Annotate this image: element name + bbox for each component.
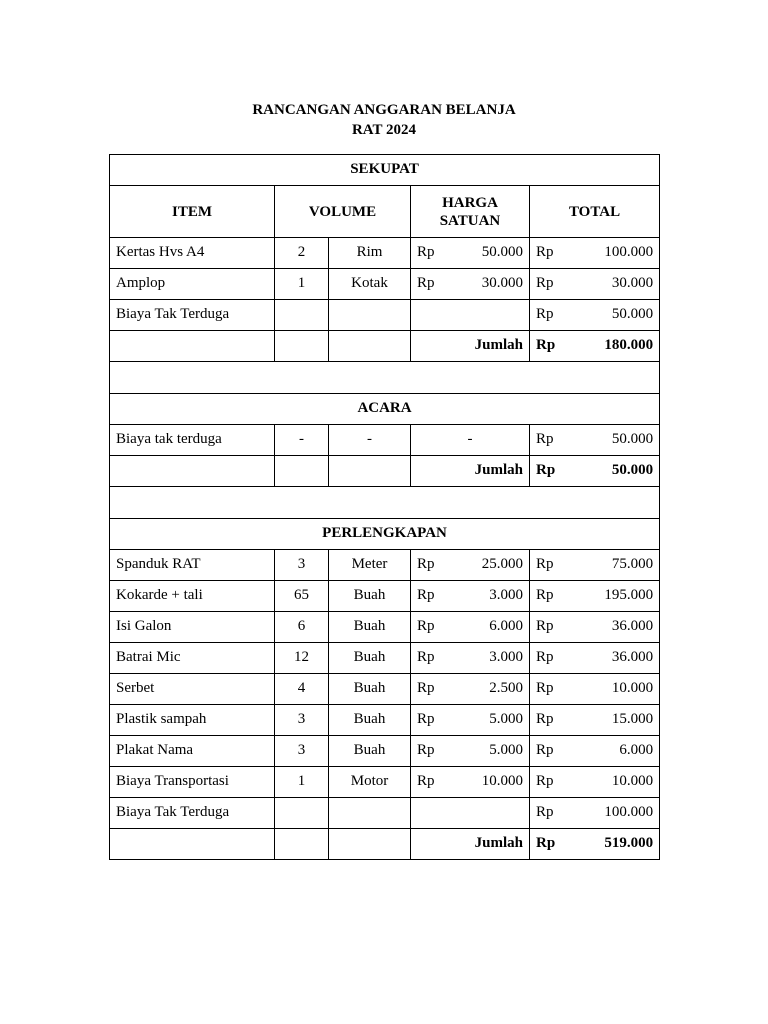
unit-cell: Motor [329, 767, 411, 798]
unit-cell: Buah [329, 612, 411, 643]
amount-value: 519.000 [604, 835, 654, 851]
amount-value: 50.000 [481, 244, 523, 260]
currency-label: Rp [417, 680, 435, 696]
total-cell [530, 300, 660, 331]
empty-cell [329, 331, 411, 362]
amount-value: 195.000 [604, 587, 654, 603]
item-cell: Biaya Tak Terduga [110, 300, 275, 331]
currency-label: Rp [417, 649, 435, 665]
unit-cell: Buah [329, 581, 411, 612]
total-cell [530, 767, 660, 798]
amount-value: 10.000 [611, 773, 654, 789]
table-row [110, 705, 660, 736]
item-cell: Amplop [110, 269, 275, 300]
currency-label: Rp [536, 773, 554, 789]
empty-cell [275, 331, 329, 362]
amount-value: 5.000 [489, 742, 523, 758]
price-cell [411, 674, 530, 705]
currency-label: Rp [417, 275, 435, 291]
item-cell: Plastik sampah [110, 705, 275, 736]
unit-cell: Meter [329, 550, 411, 581]
qty-cell: 6 [275, 612, 329, 643]
amount-value: 36.000 [611, 618, 654, 634]
item-cell: Isi Galon [110, 612, 275, 643]
currency-label: Rp [536, 742, 554, 758]
amount-value: 10.000 [481, 773, 523, 789]
table-row [110, 643, 660, 674]
currency-label: Rp [536, 618, 554, 634]
qty-cell: 3 [275, 550, 329, 581]
budget-table [109, 154, 660, 860]
price-cell [411, 736, 530, 767]
item-cell: Biaya Tak Terduga [110, 798, 275, 829]
amount-value: 5.000 [489, 711, 523, 727]
spacer-cell [110, 487, 660, 519]
price-cell [411, 269, 530, 300]
table-row [110, 767, 660, 798]
unit-cell: Kotak [329, 269, 411, 300]
price-cell [411, 705, 530, 736]
qty-cell: 4 [275, 674, 329, 705]
currency-label: Rp [417, 556, 435, 572]
unit-cell: Buah [329, 643, 411, 674]
amount-value: 6.000 [489, 618, 523, 634]
section-title: PERLENGKAPAN [110, 519, 660, 550]
currency-label: Rp [536, 556, 554, 572]
empty-cell [275, 829, 329, 860]
total-cell [530, 798, 660, 829]
qty-cell: 1 [275, 269, 329, 300]
amount-value: 10.000 [611, 680, 654, 696]
amount-value: 25.000 [481, 556, 523, 572]
item-cell: Serbet [110, 674, 275, 705]
empty-cell [110, 331, 275, 362]
section-title-row [110, 519, 660, 550]
currency-label: Rp [536, 431, 554, 447]
item-cell: Batrai Mic [110, 643, 275, 674]
amount-value: 100.000 [604, 804, 654, 820]
unit-cell [329, 798, 411, 829]
qty-cell: 1 [275, 767, 329, 798]
document-subtitle: RAT 2024 [351, 122, 417, 138]
amount-value: 50.000 [611, 306, 654, 322]
qty-cell: 12 [275, 643, 329, 674]
price-cell [411, 550, 530, 581]
jumlah-row [110, 456, 660, 487]
total-cell [530, 238, 660, 269]
table-row [110, 798, 660, 829]
jumlah-label: Jumlah [411, 456, 530, 487]
currency-label: Rp [417, 711, 435, 727]
qty-cell [275, 798, 329, 829]
amount-value: 75.000 [611, 556, 654, 572]
amount-value: 15.000 [611, 711, 654, 727]
qty-cell: 3 [275, 705, 329, 736]
price-cell [411, 798, 530, 829]
unit-cell: Buah [329, 736, 411, 767]
currency-label: Rp [536, 804, 554, 820]
currency-label: Rp [536, 711, 554, 727]
table-row [110, 269, 660, 300]
qty-cell: 3 [275, 736, 329, 767]
header-total: TOTAL [530, 186, 660, 238]
table-row [110, 425, 660, 456]
price-cell [411, 238, 530, 269]
total-cell [530, 705, 660, 736]
spacer-row [110, 487, 660, 519]
total-cell [530, 550, 660, 581]
currency-label: Rp [536, 680, 554, 696]
item-cell: Biaya Transportasi [110, 767, 275, 798]
currency-label: Rp [536, 462, 556, 478]
unit-cell: - [329, 425, 411, 456]
jumlah-label: Jumlah [411, 829, 530, 860]
currency-label: Rp [536, 306, 554, 322]
item-cell: Biaya tak terduga [110, 425, 275, 456]
total-cell [530, 674, 660, 705]
amount-value: 180.000 [604, 337, 654, 353]
spacer-cell [110, 362, 660, 394]
amount-value: 50.000 [611, 462, 654, 478]
empty-cell [110, 829, 275, 860]
table-row [110, 674, 660, 705]
empty-cell [329, 456, 411, 487]
total-cell [530, 425, 660, 456]
empty-cell [110, 456, 275, 487]
table-row [110, 550, 660, 581]
header-harga-satuan: HARGA SATUAN [411, 186, 530, 238]
header-volume: VOLUME [275, 186, 411, 238]
column-header-row [110, 186, 660, 238]
amount-value: 6.000 [619, 742, 654, 758]
currency-label: Rp [417, 742, 435, 758]
currency-label: Rp [536, 835, 556, 851]
currency-label: Rp [536, 275, 554, 291]
section-title-row [110, 155, 660, 186]
price-cell: - [411, 425, 530, 456]
amount-value: 30.000 [611, 275, 654, 291]
qty-cell: - [275, 425, 329, 456]
price-cell [411, 581, 530, 612]
qty-cell: 65 [275, 581, 329, 612]
total-cell [530, 612, 660, 643]
jumlah-total [530, 331, 660, 362]
total-cell [530, 269, 660, 300]
table-row [110, 736, 660, 767]
amount-value: 100.000 [604, 244, 654, 260]
table-row [110, 300, 660, 331]
header-item: ITEM [110, 186, 275, 238]
empty-cell [329, 829, 411, 860]
table-row [110, 581, 660, 612]
price-cell [411, 300, 530, 331]
currency-label: Rp [536, 244, 554, 260]
currency-label: Rp [417, 618, 435, 634]
section-title-row [110, 394, 660, 425]
unit-cell [329, 300, 411, 331]
unit-cell: Rim [329, 238, 411, 269]
currency-label: Rp [536, 337, 556, 353]
amount-value: 2.500 [489, 680, 523, 696]
item-cell: Plakat Nama [110, 736, 275, 767]
amount-value: 3.000 [489, 587, 523, 603]
spacer-row [110, 362, 660, 394]
document-title: RANCANGAN ANGGARAN BELANJA [252, 102, 516, 118]
jumlah-total [530, 456, 660, 487]
item-cell: Kertas Hvs A4 [110, 238, 275, 269]
amount-value: 3.000 [489, 649, 523, 665]
price-cell [411, 612, 530, 643]
currency-label: Rp [417, 587, 435, 603]
amount-value: 50.000 [611, 431, 654, 447]
section-title: ACARA [110, 394, 660, 425]
currency-label: Rp [417, 244, 435, 260]
section-title: SEKUPAT [110, 155, 660, 186]
total-cell [530, 581, 660, 612]
currency-label: Rp [536, 587, 554, 603]
qty-cell [275, 300, 329, 331]
unit-cell: Buah [329, 705, 411, 736]
table-row [110, 238, 660, 269]
total-cell [530, 736, 660, 767]
total-cell [530, 643, 660, 674]
item-cell: Spanduk RAT [110, 550, 275, 581]
price-cell [411, 643, 530, 674]
empty-cell [275, 456, 329, 487]
jumlah-row [110, 829, 660, 860]
qty-cell: 2 [275, 238, 329, 269]
currency-label: Rp [536, 649, 554, 665]
amount-value: 36.000 [611, 649, 654, 665]
jumlah-total [530, 829, 660, 860]
table-row [110, 612, 660, 643]
currency-label: Rp [417, 773, 435, 789]
price-cell [411, 767, 530, 798]
jumlah-row [110, 331, 660, 362]
jumlah-label: Jumlah [411, 331, 530, 362]
amount-value: 30.000 [481, 275, 523, 291]
unit-cell: Buah [329, 674, 411, 705]
item-cell: Kokarde + tali [110, 581, 275, 612]
